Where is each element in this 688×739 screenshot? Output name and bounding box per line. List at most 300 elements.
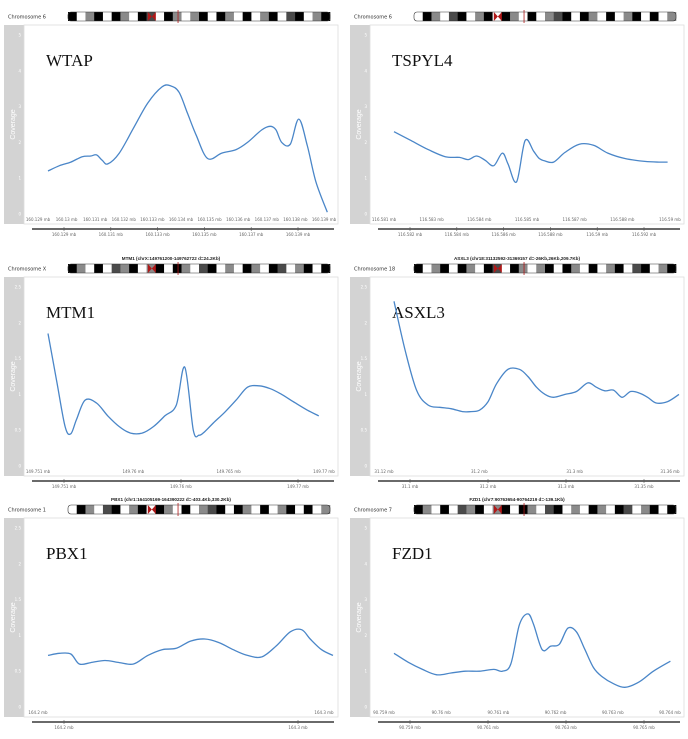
y-axis-label: Coverage — [356, 361, 363, 392]
ideogram-band — [112, 264, 121, 273]
y-tick-label: 0 — [18, 704, 21, 710]
ideogram-band — [667, 12, 676, 21]
ideogram-band — [120, 12, 129, 21]
ideogram-band — [597, 12, 606, 21]
x-tick-label-bottom: 116.59 mb — [586, 232, 609, 237]
coverage-panel-wtap — [0, 0, 342, 246]
ideogram-band — [606, 264, 615, 273]
x-tick-label: 116.588 mb — [610, 217, 635, 222]
ideogram-band — [554, 505, 563, 514]
ideogram-band — [182, 12, 191, 21]
ideogram-band — [431, 505, 440, 514]
y-tick-label: 2.5 — [14, 525, 21, 531]
ideogram-band — [164, 505, 173, 514]
x-tick-label-bottom: 116.586 mb — [491, 232, 516, 237]
ideogram-band — [606, 505, 615, 514]
ideogram-band — [234, 264, 243, 273]
ideogram-band — [641, 264, 650, 273]
ideogram-band — [667, 264, 676, 273]
y-tick-label: 2.5 — [14, 284, 21, 290]
ideogram-band — [129, 264, 138, 273]
ideogram-band — [562, 264, 571, 273]
ideogram-band — [216, 264, 225, 273]
ideogram-band — [624, 12, 633, 21]
ideogram-band — [632, 12, 641, 21]
ideogram-band — [164, 264, 173, 273]
x-tick-label: 160.132 mb — [111, 217, 136, 222]
x-tick-label: 160.129 mb — [25, 217, 51, 222]
ideogram-band — [182, 505, 191, 514]
ideogram-band — [190, 12, 199, 21]
ideogram-band — [243, 505, 252, 514]
ideogram-band — [580, 264, 589, 273]
ideogram-band — [632, 505, 641, 514]
ideogram-band — [103, 505, 112, 514]
coverage-chart-tspyl4 — [346, 0, 688, 246]
ideogram-band — [440, 505, 449, 514]
x-tick-label-bottom: 149.76 mb — [170, 484, 192, 489]
x-tick-label: 90.762 mb — [544, 710, 567, 715]
ideogram-band — [321, 505, 330, 514]
ideogram-band — [510, 264, 519, 273]
ideogram-band — [269, 264, 278, 273]
ideogram-band — [225, 264, 234, 273]
x-tick-label: 90.759 mb — [373, 710, 395, 715]
chromosome-label: Chromosome 1 — [8, 507, 46, 514]
x-tick-label-bottom: 160.131 mb — [98, 232, 123, 237]
ideogram-band — [562, 12, 571, 21]
x-tick-label: 31.12 mb — [374, 469, 394, 474]
ideogram-band — [667, 505, 676, 514]
ideogram-band — [475, 12, 484, 21]
ideogram-band — [321, 264, 330, 273]
coverage-chart-mtm1 — [0, 252, 342, 498]
gene-name-label: FZD1 — [392, 544, 433, 563]
ideogram-band — [449, 12, 458, 21]
y-tick-label: 1 — [18, 632, 21, 638]
ideogram-band — [208, 264, 217, 273]
ideogram-band — [260, 12, 269, 21]
ideogram-band — [484, 505, 493, 514]
coverage-chart-wtap — [0, 0, 342, 246]
ideogram-band — [659, 505, 668, 514]
y-axis-label: Coverage — [10, 361, 17, 392]
y-tick-label: 2 — [364, 320, 367, 326]
x-tick-label: 160.131 mb — [83, 217, 108, 222]
ideogram-band — [615, 264, 624, 273]
x-tick-label-bottom: 160.137 mb — [239, 232, 264, 237]
ideogram-band — [519, 505, 528, 514]
x-tick-label: 31.2 mb — [471, 469, 488, 474]
y-tick-label: 2 — [364, 632, 367, 638]
ideogram-band — [304, 264, 313, 273]
x-tick-label: 90.76 mb — [431, 710, 451, 715]
y-tick-label: 4 — [18, 68, 21, 74]
ideogram-band — [545, 12, 554, 21]
ideogram-band — [278, 505, 287, 514]
coverage-panel-pbx1 — [0, 493, 342, 739]
y-tick-label: 2 — [364, 139, 367, 145]
y-tick-label: 3 — [364, 104, 367, 110]
ideogram-band — [458, 12, 467, 21]
ideogram-band — [94, 264, 103, 273]
ideogram-band — [286, 264, 295, 273]
ideogram-band — [103, 264, 112, 273]
ideogram-band — [182, 264, 191, 273]
ideogram-band — [650, 505, 659, 514]
ideogram-band — [589, 264, 598, 273]
x-tick-label: 160.136 mb — [226, 217, 251, 222]
ideogram-band — [103, 12, 112, 21]
chromosome-label: Chromosome 18 — [354, 266, 396, 273]
y-tick-label: 0 — [364, 704, 367, 710]
ideogram-band — [632, 264, 641, 273]
ideogram-band — [155, 264, 164, 273]
ideogram-band — [155, 505, 164, 514]
y-tick-label: 0.5 — [14, 668, 21, 674]
chart-title: ASXL3 (chr18:31132592-31369157 d=-26Kb,26Kb,209.7Kb) — [453, 256, 581, 261]
ideogram-band — [449, 264, 458, 273]
ideogram-band — [624, 505, 633, 514]
ideogram-band — [423, 264, 432, 273]
y-tick-label: 2 — [18, 561, 21, 567]
y-tick-label: 5 — [18, 32, 21, 38]
ideogram-band — [650, 12, 659, 21]
ideogram-band — [155, 12, 164, 21]
ideogram-band — [440, 264, 449, 273]
y-tick-label: 4 — [364, 561, 367, 567]
ideogram-band — [260, 264, 269, 273]
coverage-panel-tspyl4 — [346, 0, 688, 246]
y-axis-label: Coverage — [356, 602, 363, 633]
ideogram-band — [458, 505, 467, 514]
ideogram-band — [650, 264, 659, 273]
x-tick-label: 31.3 mb — [566, 469, 583, 474]
x-tick-label: 116.583 mb — [419, 217, 444, 222]
ideogram-band — [510, 12, 519, 21]
ideogram-band — [536, 505, 545, 514]
chromosome-ideogram — [68, 10, 330, 23]
ideogram-band — [208, 505, 217, 514]
ideogram-band — [528, 264, 537, 273]
ideogram-band — [528, 12, 537, 21]
x-tick-label-bottom: 149.751 mb — [51, 484, 77, 489]
ideogram-band — [501, 505, 510, 514]
ideogram-band — [554, 12, 563, 21]
ideogram-band — [260, 505, 269, 514]
ideogram-band — [313, 505, 322, 514]
ideogram-band — [571, 12, 580, 21]
x-tick-label-bottom: 160.135 mb — [192, 232, 217, 237]
ideogram-band — [536, 264, 545, 273]
ideogram-band — [286, 12, 295, 21]
ideogram-band — [475, 505, 484, 514]
y-tick-label: 2.5 — [360, 284, 367, 290]
ideogram-band — [225, 505, 234, 514]
x-tick-label: 116.581 mb — [371, 217, 397, 222]
ideogram-band — [440, 12, 449, 21]
y-tick-label: 4 — [364, 68, 367, 74]
chart-title: PBX1 (chr1:164105169-164390222 d=-403.4Kb,330.2Kb) — [111, 497, 231, 502]
ideogram-band — [606, 12, 615, 21]
coverage-chart-asxl3 — [346, 252, 688, 498]
ideogram-band — [321, 12, 330, 21]
y-tick-label: 1 — [18, 175, 21, 181]
ideogram-band — [423, 12, 432, 21]
ideogram-band — [164, 12, 173, 21]
ideogram-band — [475, 264, 484, 273]
ideogram-band — [199, 12, 208, 21]
y-tick-label: 1 — [364, 391, 367, 397]
ideogram-band — [251, 12, 260, 21]
ideogram-band — [77, 264, 86, 273]
ideogram-band — [519, 264, 528, 273]
ideogram-band — [466, 12, 475, 21]
x-tick-label: 160.135 mb — [197, 217, 222, 222]
gene-name-label: MTM1 — [46, 303, 96, 322]
ideogram-band — [562, 505, 571, 514]
ideogram-band — [251, 505, 260, 514]
ideogram-band — [466, 264, 475, 273]
ideogram-band — [68, 264, 77, 273]
ideogram-band — [580, 12, 589, 21]
ideogram-band — [295, 12, 304, 21]
chromosome-label: Chromosome X — [8, 266, 47, 273]
ideogram-band — [94, 505, 103, 514]
chromosome-label: Chromosome 7 — [354, 507, 392, 514]
ideogram-band — [68, 12, 77, 21]
y-tick-label: 2 — [18, 320, 21, 326]
x-tick-label-bottom: 164.3 mb — [288, 725, 308, 730]
ideogram-band — [77, 12, 86, 21]
ideogram-band — [589, 505, 598, 514]
ideogram-band — [216, 12, 225, 21]
x-tick-label: 116.587 mb — [562, 217, 587, 222]
coverage-panel-asxl3 — [346, 252, 688, 498]
ideogram-band — [484, 264, 493, 273]
ideogram-band — [466, 505, 475, 514]
ideogram-band — [536, 12, 545, 21]
ideogram-band — [615, 12, 624, 21]
ideogram-band — [129, 12, 138, 21]
gene-name-label: TSPYL4 — [392, 51, 453, 70]
ideogram-band — [269, 12, 278, 21]
ideogram-band — [580, 505, 589, 514]
x-tick-label: 149.77 mb — [313, 469, 335, 474]
ideogram-band — [286, 505, 295, 514]
ideogram-band — [190, 264, 199, 273]
ideogram-band — [414, 264, 423, 273]
y-tick-label: 2 — [18, 139, 21, 145]
ideogram-band — [68, 505, 77, 514]
ideogram-band — [545, 264, 554, 273]
ideogram-band — [423, 505, 432, 514]
ideogram-band — [129, 505, 138, 514]
y-tick-label: 3 — [18, 104, 21, 110]
x-tick-label-bottom: 164.2 mb — [54, 725, 74, 730]
x-tick-label: 160.137 mb — [254, 217, 279, 222]
x-tick-label: 31.36 mb — [660, 469, 680, 474]
ideogram-band — [431, 264, 440, 273]
coverage-panel-mtm1 — [0, 252, 342, 498]
ideogram-band — [624, 264, 633, 273]
ideogram-band — [528, 505, 537, 514]
ideogram-band — [138, 264, 147, 273]
chromosome-ideogram — [414, 503, 676, 516]
chart-title: MTM1 (chrX:149761200-149762722 d=24.2Kb) — [121, 256, 221, 261]
ideogram-band — [138, 505, 147, 514]
x-tick-label: 160.13 mb — [55, 217, 78, 222]
ideogram-band — [304, 12, 313, 21]
ideogram-band — [414, 12, 423, 21]
ideogram-band — [501, 264, 510, 273]
ideogram-band — [615, 505, 624, 514]
ideogram-band — [278, 12, 287, 21]
ideogram-band — [414, 505, 423, 514]
x-tick-label-bottom: 116.582 mb — [397, 232, 423, 237]
x-tick-label-bottom: 31.35 mb — [634, 484, 654, 489]
chart-title: FZD1 (chr7:90763654-90764219 d=-139.1Kb) — [469, 497, 565, 502]
x-tick-label-bottom: 90.763 mb — [555, 725, 577, 730]
chromosome-ideogram — [68, 503, 330, 516]
x-tick-label: 149.765 mb — [216, 469, 241, 474]
x-tick-label-bottom: 160.139 mb — [285, 232, 311, 237]
x-tick-label: 149.76 mb — [122, 469, 145, 474]
ideogram-band — [295, 505, 304, 514]
x-tick-label-bottom: 90.761 mb — [477, 725, 499, 730]
ideogram-band — [199, 505, 208, 514]
y-tick-label: 0 — [364, 463, 367, 469]
x-tick-label: 116.59 mb — [659, 217, 681, 222]
ideogram-band — [313, 12, 322, 21]
ideogram-band — [431, 12, 440, 21]
y-tick-label: 0.5 — [360, 427, 367, 433]
ideogram-band — [234, 12, 243, 21]
x-tick-label: 90.761 mb — [487, 710, 510, 715]
y-axis-label: Coverage — [10, 109, 17, 140]
ideogram-band — [449, 505, 458, 514]
y-axis-label: Coverage — [356, 109, 363, 140]
ideogram-band — [571, 264, 580, 273]
ideogram-band — [278, 264, 287, 273]
x-tick-label-bottom: 90.759 mb — [399, 725, 421, 730]
ideogram-band — [225, 12, 234, 21]
x-tick-label-bottom: 31.3 mb — [557, 484, 575, 489]
x-tick-label: 116.584 mb — [467, 217, 492, 222]
coverage-panel-fzd1 — [346, 493, 688, 739]
ideogram-band — [589, 12, 598, 21]
x-tick-label-bottom: 116.592 mb — [631, 232, 657, 237]
ideogram-band — [85, 264, 94, 273]
x-tick-label: 149.751 mb — [25, 469, 51, 474]
ideogram-band — [112, 505, 121, 514]
ideogram-band — [138, 12, 147, 21]
gene-name-label: PBX1 — [46, 544, 88, 563]
chromosome-ideogram — [68, 262, 330, 275]
ideogram-band — [120, 264, 129, 273]
ideogram-band — [243, 12, 252, 21]
chromosome-ideogram — [414, 262, 676, 275]
y-tick-label: 0 — [364, 211, 367, 217]
ideogram-band — [313, 264, 322, 273]
ideogram-band — [545, 505, 554, 514]
x-tick-label-bottom: 160.133 mb — [145, 232, 170, 237]
gene-name-label: WTAP — [46, 51, 93, 70]
ideogram-band — [484, 12, 493, 21]
x-tick-label-bottom: 116.588 mb — [538, 232, 563, 237]
ideogram-band — [641, 505, 650, 514]
ideogram-band — [659, 264, 668, 273]
ideogram-band — [510, 505, 519, 514]
x-tick-label: 160.134 mb — [168, 217, 194, 222]
y-tick-label: 5 — [364, 525, 367, 531]
y-tick-label: 1 — [364, 668, 367, 674]
y-tick-label: 1 — [364, 175, 367, 181]
ideogram-band — [216, 505, 225, 514]
ideogram-band — [269, 505, 278, 514]
coverage-chart-fzd1 — [346, 493, 688, 739]
ideogram-band — [501, 12, 510, 21]
chromosome-ideogram — [414, 10, 676, 23]
ideogram-band — [120, 505, 129, 514]
ideogram-band — [173, 505, 182, 514]
x-tick-label-bottom: 90.765 mb — [633, 725, 655, 730]
x-tick-label: 116.585 mb — [514, 217, 540, 222]
y-tick-label: 5 — [364, 32, 367, 38]
ideogram-band — [199, 264, 208, 273]
gene-name-label: ASXL3 — [392, 303, 445, 322]
y-axis-label: Coverage — [10, 602, 17, 633]
y-tick-label: 1.5 — [360, 356, 367, 362]
ideogram-band — [208, 12, 217, 21]
x-tick-label: 90.764 mb — [659, 710, 681, 715]
chromosome-label: Chromosome 6 — [8, 14, 46, 21]
ideogram-band — [190, 505, 199, 514]
x-tick-label-bottom: 149.77 mb — [287, 484, 309, 489]
coverage-chart-pbx1 — [0, 493, 342, 739]
chromosome-label: Chromosome 6 — [354, 14, 392, 21]
y-tick-label: 1.5 — [14, 597, 21, 603]
x-tick-label-bottom: 160.129 mb — [51, 232, 77, 237]
y-tick-label: 0.5 — [14, 427, 21, 433]
ideogram-band — [173, 12, 182, 21]
ideogram-band — [597, 505, 606, 514]
y-tick-label: 1 — [18, 391, 21, 397]
x-tick-label: 164.3 mb — [314, 710, 334, 715]
y-tick-label: 1.5 — [14, 356, 21, 362]
ideogram-band — [659, 12, 668, 21]
ideogram-band — [295, 264, 304, 273]
ideogram-band — [641, 12, 650, 21]
x-tick-label-bottom: 31.1 mb — [401, 484, 419, 489]
x-tick-label: 164.2 mb — [28, 710, 48, 715]
ideogram-band — [234, 505, 243, 514]
ideogram-band — [304, 505, 313, 514]
ideogram-band — [243, 264, 252, 273]
ideogram-band — [94, 12, 103, 21]
y-tick-label: 0 — [18, 463, 21, 469]
y-tick-label: 0 — [18, 211, 21, 217]
ideogram-band — [112, 12, 121, 21]
ideogram-band — [519, 12, 528, 21]
ideogram-band — [77, 505, 86, 514]
x-tick-label: 90.763 mb — [601, 710, 624, 715]
ideogram-band — [85, 505, 94, 514]
ideogram-band — [554, 264, 563, 273]
ideogram-band — [458, 264, 467, 273]
x-tick-label-bottom: 31.2 mb — [479, 484, 497, 489]
x-tick-label: 160.139 mb — [311, 217, 337, 222]
